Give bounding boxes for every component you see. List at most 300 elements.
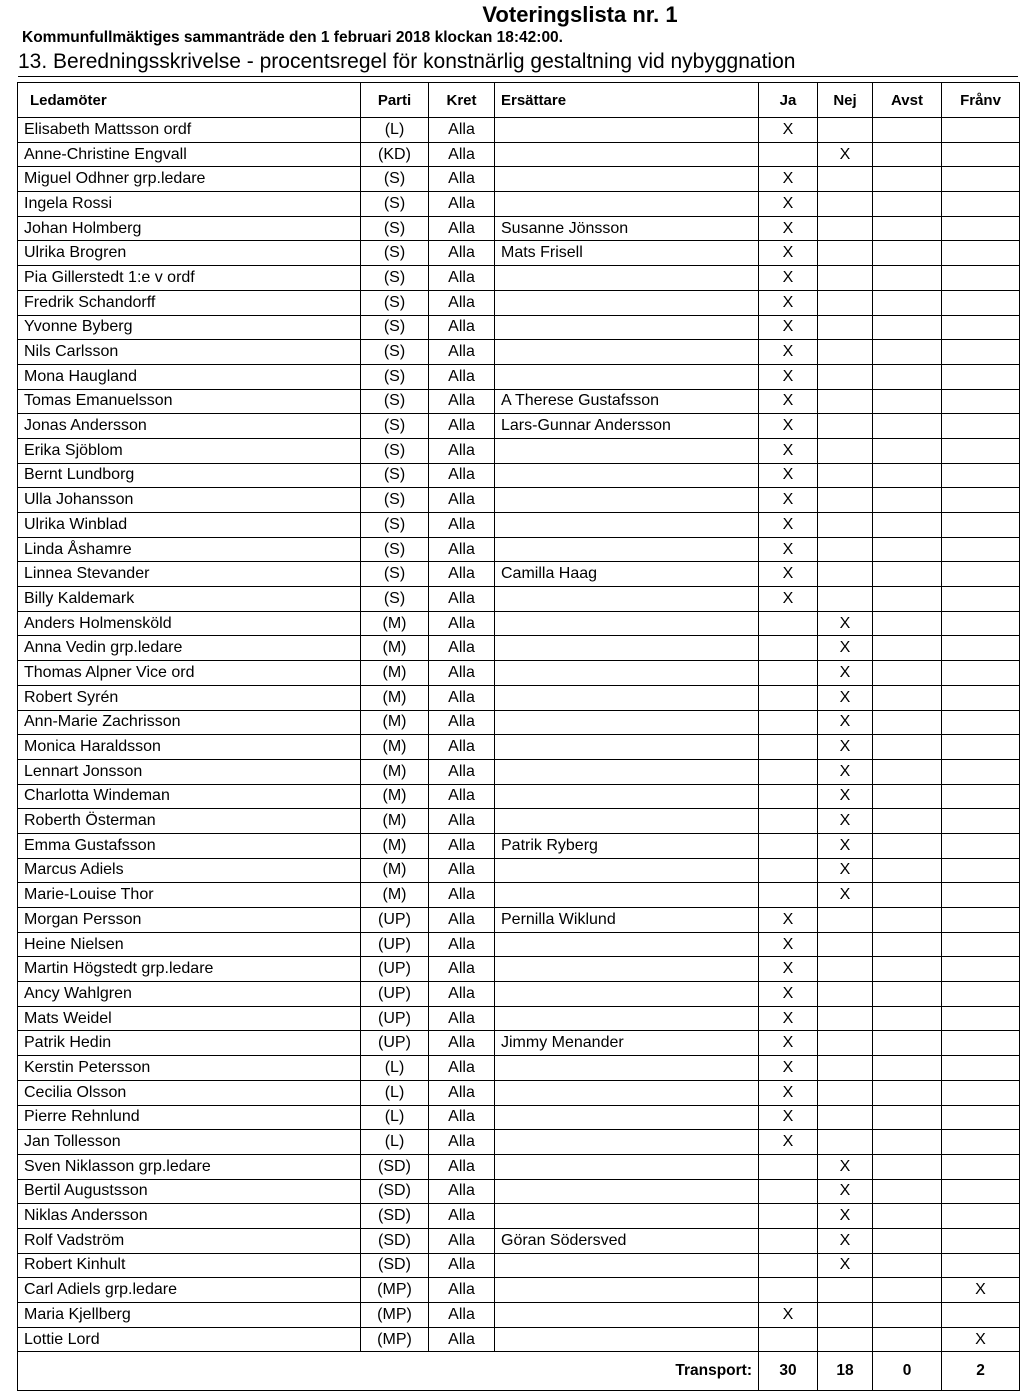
vote-franv <box>942 1105 1020 1130</box>
vote-franv <box>942 759 1020 784</box>
member-kret: Alla <box>429 167 495 192</box>
vote-table <box>17 82 1020 1391</box>
member-substitute: Lars-Gunnar Andersson <box>495 414 759 439</box>
vote-avst <box>873 982 942 1007</box>
member-substitute: A Therese Gustafsson <box>495 389 759 414</box>
vote-nej <box>818 438 873 463</box>
vote-avst <box>873 1031 942 1056</box>
vote-avst <box>873 1303 942 1328</box>
vote-avst <box>873 513 942 538</box>
vote-avst <box>873 414 942 439</box>
vote-nej <box>818 241 873 266</box>
vote-ja <box>759 735 818 760</box>
member-party: (S) <box>361 290 429 315</box>
table-row <box>18 562 1020 587</box>
member-kret: Alla <box>429 883 495 908</box>
vote-franv <box>942 858 1020 883</box>
member-substitute <box>495 1130 759 1155</box>
vote-franv <box>942 562 1020 587</box>
member-name: Miguel Odhner grp.ledare <box>18 167 361 192</box>
member-substitute <box>495 1179 759 1204</box>
member-kret: Alla <box>429 710 495 735</box>
table-row <box>18 1204 1020 1229</box>
vote-franv <box>942 784 1020 809</box>
member-kret: Alla <box>429 759 495 784</box>
vote-franv <box>942 735 1020 760</box>
member-name: Fredrik Schandorff <box>18 290 361 315</box>
member-party: (S) <box>361 241 429 266</box>
table-row <box>18 735 1020 760</box>
vote-nej: X <box>818 858 873 883</box>
vote-franv <box>942 685 1020 710</box>
vote-franv <box>942 1154 1020 1179</box>
vote-nej <box>818 932 873 957</box>
vote-avst <box>873 438 942 463</box>
vote-franv <box>942 340 1020 365</box>
member-kret: Alla <box>429 957 495 982</box>
vote-nej <box>818 587 873 612</box>
member-substitute <box>495 537 759 562</box>
member-party: (S) <box>361 537 429 562</box>
vote-ja: X <box>759 587 818 612</box>
vote-nej <box>818 1105 873 1130</box>
vote-avst <box>873 685 942 710</box>
member-substitute <box>495 1080 759 1105</box>
vote-franv <box>942 710 1020 735</box>
vote-avst <box>873 167 942 192</box>
table-row <box>18 809 1020 834</box>
vote-avst <box>873 883 942 908</box>
member-party: (S) <box>361 389 429 414</box>
vote-nej: X <box>818 685 873 710</box>
member-party: (S) <box>361 192 429 217</box>
member-party: (SD) <box>361 1253 429 1278</box>
vote-ja: X <box>759 216 818 241</box>
vote-nej <box>818 957 873 982</box>
member-name: Ingela Rossi <box>18 192 361 217</box>
member-substitute <box>495 685 759 710</box>
vote-ja <box>759 833 818 858</box>
member-party: (MP) <box>361 1303 429 1328</box>
vote-nej <box>818 1303 873 1328</box>
vote-ja: X <box>759 364 818 389</box>
table-row <box>18 1327 1020 1352</box>
member-name: Heine Nielsen <box>18 932 361 957</box>
vote-franv <box>942 290 1020 315</box>
vote-avst <box>873 1278 942 1303</box>
member-kret: Alla <box>429 1006 495 1031</box>
member-party: (M) <box>361 710 429 735</box>
vote-franv <box>942 611 1020 636</box>
vote-avst <box>873 735 942 760</box>
member-substitute <box>495 1056 759 1081</box>
member-party: (UP) <box>361 932 429 957</box>
member-name: Thomas Alpner Vice ord <box>18 661 361 686</box>
vote-avst <box>873 1228 942 1253</box>
table-row <box>18 982 1020 1007</box>
member-name: Erika Sjöblom <box>18 438 361 463</box>
member-kret: Alla <box>429 1179 495 1204</box>
member-name: Charlotta Windeman <box>18 784 361 809</box>
col-header-nej: Nej <box>818 83 873 118</box>
member-kret: Alla <box>429 858 495 883</box>
vote-ja <box>759 1154 818 1179</box>
member-party: (S) <box>361 364 429 389</box>
vote-nej <box>818 266 873 291</box>
vote-nej: X <box>818 759 873 784</box>
vote-avst <box>873 1204 942 1229</box>
table-row <box>18 1056 1020 1081</box>
vote-ja: X <box>759 562 818 587</box>
vote-ja: X <box>759 266 818 291</box>
member-party: (S) <box>361 488 429 513</box>
table-row <box>18 414 1020 439</box>
member-name: Jan Tollesson <box>18 1130 361 1155</box>
member-name: Ulla Johansson <box>18 488 361 513</box>
vote-avst <box>873 1154 942 1179</box>
page-title: Voteringslista nr. 1 <box>482 2 678 27</box>
member-name: Linnea Stevander <box>18 562 361 587</box>
transport-nej: 18 <box>818 1352 873 1391</box>
vote-avst <box>873 908 942 933</box>
table-row <box>18 118 1020 143</box>
vote-nej <box>818 488 873 513</box>
table-row <box>18 1130 1020 1155</box>
vote-ja: X <box>759 1105 818 1130</box>
member-party: (M) <box>361 784 429 809</box>
member-substitute <box>495 1278 759 1303</box>
member-name: Pia Gillerstedt 1:e v ordf <box>18 266 361 291</box>
vote-nej <box>818 1056 873 1081</box>
vote-franv <box>942 1179 1020 1204</box>
member-substitute <box>495 661 759 686</box>
member-substitute <box>495 1303 759 1328</box>
vote-franv <box>942 463 1020 488</box>
table-row <box>18 488 1020 513</box>
member-kret: Alla <box>429 1253 495 1278</box>
vote-avst <box>873 1105 942 1130</box>
vote-avst <box>873 1327 942 1352</box>
table-row <box>18 216 1020 241</box>
vote-nej <box>818 463 873 488</box>
member-substitute <box>495 710 759 735</box>
vote-ja: X <box>759 1303 818 1328</box>
vote-avst <box>873 858 942 883</box>
member-kret: Alla <box>429 118 495 143</box>
member-substitute: Pernilla Wiklund <box>495 908 759 933</box>
member-substitute <box>495 1253 759 1278</box>
vote-avst <box>873 759 942 784</box>
table-row <box>18 266 1020 291</box>
vote-avst <box>873 290 942 315</box>
member-party: (UP) <box>361 1006 429 1031</box>
member-name: Elisabeth Mattsson ordf <box>18 118 361 143</box>
vote-nej <box>818 118 873 143</box>
vote-ja: X <box>759 290 818 315</box>
agenda-heading: 13. Beredningsskrivelse - procentsregel för konstnärlig gestaltning vid nybyggnation <box>18 50 796 73</box>
table-row <box>18 1303 1020 1328</box>
vote-avst <box>873 1179 942 1204</box>
vote-franv <box>942 883 1020 908</box>
member-kret: Alla <box>429 1204 495 1229</box>
member-party: (S) <box>361 587 429 612</box>
member-name: Sven Niklasson grp.ledare <box>18 1154 361 1179</box>
vote-nej <box>818 192 873 217</box>
member-name: Lennart Jonsson <box>18 759 361 784</box>
member-party: (L) <box>361 1056 429 1081</box>
member-name: Emma Gustafsson <box>18 833 361 858</box>
member-kret: Alla <box>429 463 495 488</box>
member-kret: Alla <box>429 611 495 636</box>
member-name: Niklas Andersson <box>18 1204 361 1229</box>
member-kret: Alla <box>429 389 495 414</box>
vote-ja: X <box>759 1006 818 1031</box>
vote-nej <box>818 364 873 389</box>
member-name: Jonas Andersson <box>18 414 361 439</box>
vote-ja <box>759 784 818 809</box>
vote-nej: X <box>818 636 873 661</box>
table-row <box>18 685 1020 710</box>
vote-avst <box>873 587 942 612</box>
vote-franv <box>942 932 1020 957</box>
member-party: (M) <box>361 759 429 784</box>
table-row <box>18 908 1020 933</box>
vote-nej: X <box>818 784 873 809</box>
vote-franv <box>942 982 1020 1007</box>
member-kret: Alla <box>429 216 495 241</box>
table-row <box>18 1031 1020 1056</box>
member-kret: Alla <box>429 562 495 587</box>
vote-franv <box>942 908 1020 933</box>
col-header-kret: Kret <box>429 83 495 118</box>
vote-nej <box>818 414 873 439</box>
member-name: Ann-Marie Zachrisson <box>18 710 361 735</box>
vote-franv <box>942 241 1020 266</box>
member-party: (MP) <box>361 1278 429 1303</box>
member-name: Billy Kaldemark <box>18 587 361 612</box>
member-substitute <box>495 982 759 1007</box>
member-party: (M) <box>361 858 429 883</box>
vote-rows <box>18 118 1020 1352</box>
member-party: (M) <box>361 661 429 686</box>
member-name: Robert Syrén <box>18 685 361 710</box>
vote-ja <box>759 1204 818 1229</box>
member-kret: Alla <box>429 1130 495 1155</box>
col-header-substitute: Ersättare <box>495 83 759 118</box>
member-party: (SD) <box>361 1204 429 1229</box>
member-kret: Alla <box>429 315 495 340</box>
vote-nej: X <box>818 661 873 686</box>
table-row <box>18 389 1020 414</box>
vote-ja: X <box>759 488 818 513</box>
member-party: (S) <box>361 167 429 192</box>
vote-franv <box>942 488 1020 513</box>
member-name: Lottie Lord <box>18 1327 361 1352</box>
member-name: Anders Holmensköld <box>18 611 361 636</box>
vote-ja <box>759 710 818 735</box>
vote-franv <box>942 438 1020 463</box>
vote-franv <box>942 1130 1020 1155</box>
table-row <box>18 1179 1020 1204</box>
member-name: Mona Haugland <box>18 364 361 389</box>
table-row <box>18 1154 1020 1179</box>
member-party: (MP) <box>361 1327 429 1352</box>
member-substitute: Jimmy Menander <box>495 1031 759 1056</box>
vote-nej: X <box>818 809 873 834</box>
vote-nej <box>818 216 873 241</box>
member-kret: Alla <box>429 1056 495 1081</box>
transport-avst: 0 <box>873 1352 942 1391</box>
vote-nej <box>818 315 873 340</box>
member-party: (M) <box>361 883 429 908</box>
member-name: Yvonne Byberg <box>18 315 361 340</box>
member-party: (L) <box>361 118 429 143</box>
col-header-franv: Frånv <box>942 83 1020 118</box>
member-substitute <box>495 611 759 636</box>
vote-avst <box>873 784 942 809</box>
vote-ja: X <box>759 463 818 488</box>
vote-franv: X <box>942 1327 1020 1352</box>
vote-franv <box>942 192 1020 217</box>
member-substitute: Göran Södersved <box>495 1228 759 1253</box>
col-header-party: Parti <box>361 83 429 118</box>
member-kret: Alla <box>429 784 495 809</box>
table-row <box>18 1253 1020 1278</box>
member-substitute <box>495 957 759 982</box>
vote-nej: X <box>818 1204 873 1229</box>
member-party: (L) <box>361 1130 429 1155</box>
table-row <box>18 340 1020 365</box>
member-party: (S) <box>361 414 429 439</box>
heading-underline <box>18 76 1018 77</box>
vote-franv <box>942 957 1020 982</box>
vote-ja <box>759 759 818 784</box>
vote-nej <box>818 1080 873 1105</box>
member-substitute <box>495 488 759 513</box>
table-row <box>18 759 1020 784</box>
member-name: Carl Adiels grp.ledare <box>18 1278 361 1303</box>
vote-franv <box>942 587 1020 612</box>
table-row <box>18 167 1020 192</box>
member-name: Cecilia Olsson <box>18 1080 361 1105</box>
member-party: (M) <box>361 809 429 834</box>
vote-ja <box>759 1179 818 1204</box>
vote-nej: X <box>818 142 873 167</box>
vote-ja: X <box>759 1080 818 1105</box>
vote-avst <box>873 661 942 686</box>
vote-franv <box>942 414 1020 439</box>
vote-avst <box>873 1056 942 1081</box>
vote-avst <box>873 710 942 735</box>
vote-nej <box>818 1130 873 1155</box>
member-substitute: Patrik Ryberg <box>495 833 759 858</box>
vote-ja <box>759 1278 818 1303</box>
member-substitute <box>495 463 759 488</box>
vote-ja: X <box>759 118 818 143</box>
member-party: (S) <box>361 463 429 488</box>
vote-avst <box>873 142 942 167</box>
table-row <box>18 364 1020 389</box>
table-row <box>18 957 1020 982</box>
vote-franv <box>942 1080 1020 1105</box>
table-row <box>18 1228 1020 1253</box>
vote-franv <box>942 1006 1020 1031</box>
table-row <box>18 290 1020 315</box>
vote-franv <box>942 1228 1020 1253</box>
vote-avst <box>873 364 942 389</box>
member-kret: Alla <box>429 364 495 389</box>
member-substitute <box>495 735 759 760</box>
member-kret: Alla <box>429 241 495 266</box>
vote-nej: X <box>818 1179 873 1204</box>
member-name: Morgan Persson <box>18 908 361 933</box>
vote-avst <box>873 1080 942 1105</box>
transport-franv: 2 <box>942 1352 1020 1391</box>
vote-avst <box>873 241 942 266</box>
member-party: (M) <box>361 735 429 760</box>
member-party: (S) <box>361 216 429 241</box>
vote-franv <box>942 1303 1020 1328</box>
member-name: Marie-Louise Thor <box>18 883 361 908</box>
member-substitute <box>495 167 759 192</box>
member-kret: Alla <box>429 1303 495 1328</box>
member-kret: Alla <box>429 438 495 463</box>
vote-ja: X <box>759 513 818 538</box>
vote-franv <box>942 513 1020 538</box>
vote-franv <box>942 364 1020 389</box>
table-row <box>18 636 1020 661</box>
meeting-subtitle: Kommunfullmäktiges sammanträde den 1 februari 2018 klockan 18:42:00. <box>22 29 563 46</box>
table-row <box>18 883 1020 908</box>
vote-ja: X <box>759 908 818 933</box>
vote-nej: X <box>818 1154 873 1179</box>
member-kret: Alla <box>429 1228 495 1253</box>
vote-avst <box>873 611 942 636</box>
member-kret: Alla <box>429 340 495 365</box>
member-substitute <box>495 364 759 389</box>
vote-avst <box>873 216 942 241</box>
member-party: (SD) <box>361 1228 429 1253</box>
member-substitute <box>495 315 759 340</box>
vote-ja: X <box>759 1056 818 1081</box>
vote-avst <box>873 266 942 291</box>
vote-franv <box>942 833 1020 858</box>
member-party: (L) <box>361 1080 429 1105</box>
vote-nej: X <box>818 710 873 735</box>
vote-franv <box>942 661 1020 686</box>
member-party: (S) <box>361 266 429 291</box>
col-header-avst: Avst <box>873 83 942 118</box>
member-name: Monica Haraldsson <box>18 735 361 760</box>
member-kret: Alla <box>429 488 495 513</box>
vote-avst <box>873 192 942 217</box>
vote-ja <box>759 1327 818 1352</box>
member-name: Anna Vedin grp.ledare <box>18 636 361 661</box>
vote-nej <box>818 290 873 315</box>
member-party: (KD) <box>361 142 429 167</box>
member-kret: Alla <box>429 1031 495 1056</box>
vote-nej: X <box>818 833 873 858</box>
vote-avst <box>873 463 942 488</box>
member-party: (S) <box>361 513 429 538</box>
vote-avst <box>873 932 942 957</box>
vote-ja: X <box>759 192 818 217</box>
member-kret: Alla <box>429 735 495 760</box>
member-substitute <box>495 1006 759 1031</box>
member-substitute <box>495 1204 759 1229</box>
vote-nej <box>818 982 873 1007</box>
vote-nej: X <box>818 735 873 760</box>
